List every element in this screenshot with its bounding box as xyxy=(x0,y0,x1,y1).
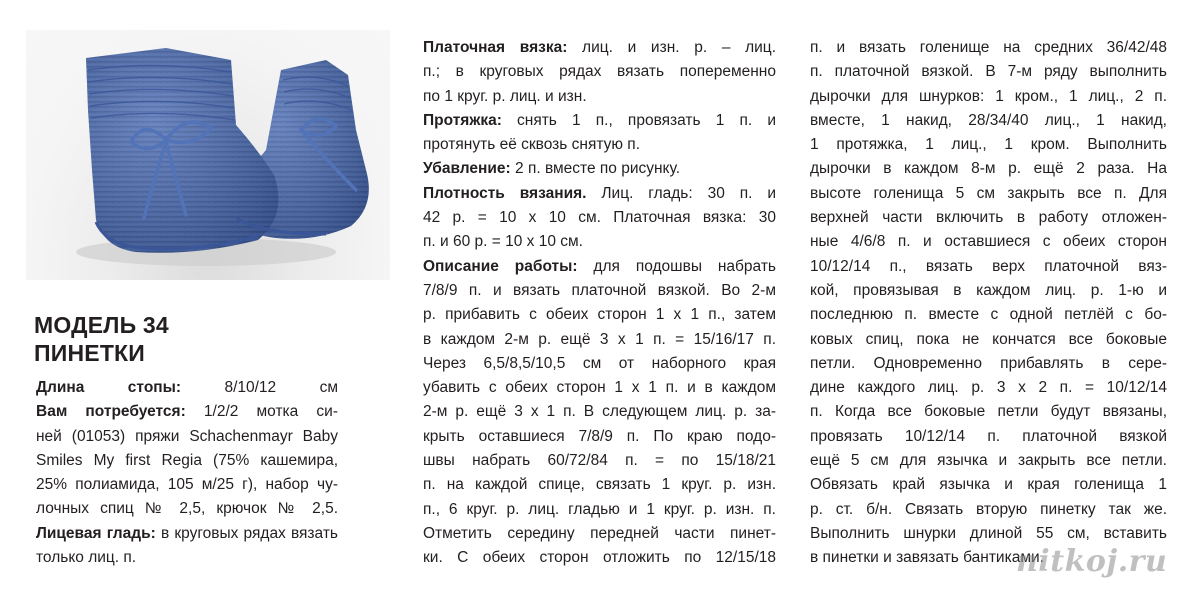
line-text: 2 п. вместе по рисунку. xyxy=(510,160,681,178)
col3-line xyxy=(810,157,1167,181)
col2-line xyxy=(423,400,776,424)
col2-line xyxy=(423,546,776,570)
col3-line xyxy=(810,400,1167,424)
line-text: Smiles My first Regia (75% кашемира, xyxy=(36,451,338,469)
line-text: р. ст. б/н. Связать вторую пинетку так же. xyxy=(810,500,1167,518)
line-text: в каждом 2-м р. ещё 3 х 1 п. = 15/16/17 п. xyxy=(423,330,776,348)
line-text: верхней части включить в работу отложен- xyxy=(810,209,1167,227)
col3-line xyxy=(810,255,1167,279)
line-text: дырочки в каждом 8-м р. ещё 2 раза. На xyxy=(810,160,1167,178)
line-text: 1 протяжка, 1 лиц., 1 кром. Выполнить xyxy=(810,136,1167,154)
model-number: МОДЕЛЬ 34 xyxy=(34,312,169,338)
line-text: кой, провязывая в каждом лиц. р. 1-ю и xyxy=(810,281,1167,299)
col3-line xyxy=(810,279,1167,303)
col2-line xyxy=(423,522,776,546)
line-text: дине каждого лиц. р. 3 х 2 п. = 10/12/14 xyxy=(810,379,1167,397)
term-label: Описание работы: xyxy=(423,257,578,275)
col1-line xyxy=(36,425,338,449)
line-text: лиц. и изн. р. – лиц. xyxy=(567,39,776,56)
col3-line xyxy=(810,60,1167,84)
col2-line xyxy=(423,376,776,400)
line-text: п. и 60 р. = 10 х 10 см. xyxy=(423,233,583,251)
col1-line xyxy=(36,473,338,497)
col2-line xyxy=(423,230,776,254)
model-name: ПИНЕТКИ xyxy=(34,340,146,366)
line-text: дырочки для шнурков: 1 кром., 1 лиц., 2 п. xyxy=(810,87,1167,105)
col2-line xyxy=(423,473,776,497)
term-label: Лицевая гладь: xyxy=(36,524,156,542)
col3-line xyxy=(810,376,1167,400)
line-text: п.; в круговых рядах вязать попеременно xyxy=(423,63,776,81)
col3-line xyxy=(810,498,1167,522)
line-text: ковых спиц, пока не кончатся все боковые xyxy=(810,330,1167,348)
col2-line xyxy=(423,425,776,449)
line-text: по 1 круг. р. лиц. и изн. xyxy=(423,87,587,105)
col2-line xyxy=(423,60,776,84)
col3-line xyxy=(810,473,1167,497)
col2-line xyxy=(423,255,776,279)
col3-line xyxy=(810,328,1167,352)
line-text: протянуть её сквозь снятую п. xyxy=(423,136,641,154)
col2-line xyxy=(423,303,776,327)
line-text: 42 р. = 10 х 10 см. Платочная вязка: 30 xyxy=(423,209,776,227)
col1-line xyxy=(36,376,338,400)
line-text: для подошвы набрать xyxy=(577,257,776,275)
col2-line xyxy=(423,109,776,133)
line-text: 25% полиамида, 105 м/25 г), набор чу- xyxy=(36,476,338,494)
line-text: 8/10/12 см xyxy=(181,379,338,396)
col2-line xyxy=(423,36,776,60)
col3-line xyxy=(810,425,1167,449)
col1-line xyxy=(36,497,338,521)
booties-illustration xyxy=(26,30,390,280)
col2-line xyxy=(423,133,776,157)
col3-line xyxy=(810,303,1167,327)
line-text: Через 6,5/8,5/10,5 см от наборного края xyxy=(423,354,776,372)
line-text: Выполнить шнурки длиной 55 см, вставить xyxy=(810,524,1167,542)
term-label: Вам потребуется: xyxy=(36,403,186,421)
line-text: п. платочной вязкой. В 7-м ряду выполнить xyxy=(810,63,1167,81)
line-text: Обвязать край язычка и края голенища 1 xyxy=(810,476,1167,494)
col3-line xyxy=(810,206,1167,230)
line-text: в круговых рядах вязать xyxy=(155,524,338,542)
line-text: Лиц. гладь: 30 п. и xyxy=(586,184,776,202)
line-text: лочных спиц № 2,5, крючок № 2,5. xyxy=(36,500,338,518)
column-2 xyxy=(423,36,776,571)
term-label: Платочная вязка: xyxy=(423,39,568,56)
col2-line xyxy=(423,352,776,376)
line-text: Отметить середину передней части пинет- xyxy=(423,524,776,542)
col1-line xyxy=(36,400,338,424)
line-text: вместе, 1 накид, 28/34/40 лиц., 1 накид, xyxy=(810,111,1167,129)
col1-line xyxy=(36,449,338,473)
col3-line xyxy=(810,522,1167,546)
term-label: Протяжка: xyxy=(423,111,502,129)
line-text: крыть оставшиеся 7/8/9 п. По краю подо- xyxy=(423,427,776,445)
line-text: п. и вязать голенище на средних 36/42/48 xyxy=(810,39,1167,56)
watermark: nitkoj.ru xyxy=(1016,544,1168,579)
col1-line xyxy=(36,546,338,570)
term-label: Длина стопы: xyxy=(36,379,182,396)
col2-line xyxy=(423,182,776,206)
booties-photo xyxy=(26,30,390,280)
line-text: ней (01053) пряжи Schachenmayr Baby xyxy=(36,427,338,445)
col3-line xyxy=(810,133,1167,157)
col1-line xyxy=(36,522,338,546)
line-text: ещё 5 см для язычка и закрыть все петли. xyxy=(810,452,1167,470)
col3-line xyxy=(810,85,1167,109)
line-text: р. прибавить с обеих сторон 1 х 1 п., затем xyxy=(423,306,776,324)
term-label: Плотность вязания. xyxy=(423,184,587,202)
col3-line xyxy=(810,352,1167,376)
col3-line xyxy=(810,230,1167,254)
line-text: швы набрать 60/72/84 п. = по 15/18/21 xyxy=(423,452,776,470)
line-text: только лиц. п. xyxy=(36,549,137,567)
line-text: п. на каждой спице, связать 1 круг. р. изн. xyxy=(423,476,776,494)
line-text: ки. С обеих сторон отложить по 12/15/18 xyxy=(423,549,776,567)
col2-line xyxy=(423,449,776,473)
col2-line xyxy=(423,85,776,109)
line-text: провязать 10/12/14 п. платочной вязкой xyxy=(810,427,1167,445)
line-text: петли. Одновременно прибавлять в сере- xyxy=(810,354,1167,372)
col2-line xyxy=(423,279,776,303)
line-text: убавить с обеих сторон 1 х 1 п. и в каждом xyxy=(423,379,776,397)
line-text: ные 4/6/8 п. и оставшиеся с обеих сторон xyxy=(810,233,1167,251)
line-text: п., 6 круг. р. лиц. гладью и 1 круг. р. изн. п. xyxy=(423,500,776,518)
line-text: 2-м р. ещё 3 х 1 п. В следующем лиц. р. за- xyxy=(423,403,776,421)
line-text: 10/12/14 п., вязать верх платочной вяз- xyxy=(810,257,1167,275)
line-text: снять 1 п., провязать 1 п. и xyxy=(501,111,776,129)
line-text: высоте голенища 5 см закрыть все п. Для xyxy=(810,184,1167,202)
column-3 xyxy=(810,36,1167,571)
line-text: п. Когда все боковые петли будут ввязаны, xyxy=(810,403,1167,421)
line-text: 1/2/2 мотка си- xyxy=(185,403,339,421)
column-1 xyxy=(36,376,338,570)
col2-line xyxy=(423,157,776,181)
line-text: в пинетки и завязать бантиками. xyxy=(810,549,1044,567)
col3-line xyxy=(810,109,1167,133)
model-title xyxy=(34,311,334,367)
line-text: 7/8/9 п. и вязать платочной вязкой. Во 2-м xyxy=(423,281,776,299)
term-label: Убавление: xyxy=(423,160,511,178)
col3-line xyxy=(810,449,1167,473)
col3-line xyxy=(810,36,1167,60)
col3-line xyxy=(810,182,1167,206)
col2-line xyxy=(423,498,776,522)
col2-line xyxy=(423,206,776,230)
col2-line xyxy=(423,328,776,352)
line-text: последнюю п. вместе с одной петлёй с бо- xyxy=(810,306,1167,324)
